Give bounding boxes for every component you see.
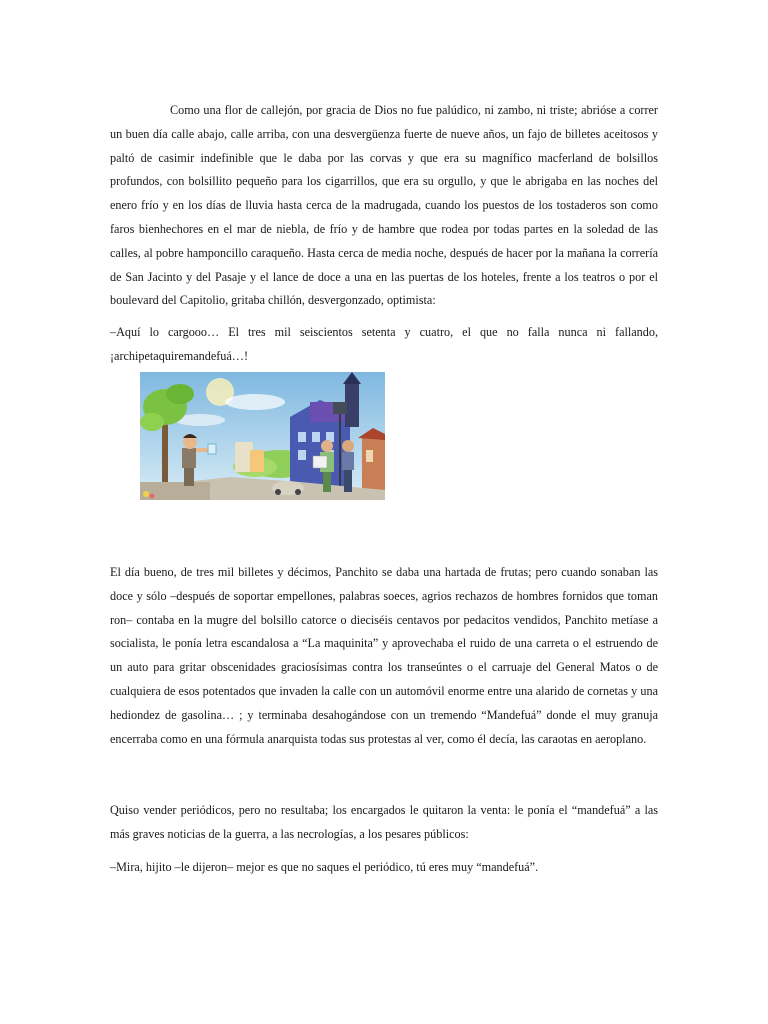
man2-head (342, 440, 354, 452)
window (366, 450, 373, 462)
building (250, 450, 264, 472)
tree-canopy (166, 384, 194, 404)
man2-body (342, 452, 354, 470)
paragraph-4: Quiso vender periódicos, pero no resultaba; los encargados le quitaron la venta: le ponía el “mandefuá” a las más graves noticias de la guerra, a las necrologías, a los pesares públicos: (110, 803, 658, 841)
paragraph-2: –Aquí lo cargooo… El tres mil seiscientos setenta y cuatro, el que no falla nunca ni fallando, ¡archipetaquiremandefuá…! (110, 325, 658, 363)
lamp (333, 402, 347, 414)
paragraph-3: El día bueno, de tres mil billetes y décimos, Panchito se daba una hartada de frutas; pero cuando sonaban las doce y sólo –después de soportar empellones, palabras soeces, agrios rechazos de hombres fornidos que toman ron– contaba en la mugre del bolsillo catorce o dieciséis centavos por pedacitos vendidos, Panchito metíase a socialista, le ponía letra escandalosa a “La maquinita” y aprovechaba el ruido de una carreta o el estruendo de un auto para gritar obscenidades graciosísimas contra los transeúntes o el carruaje del General Matos o de cualquiera de esos potentados que invaden la calle con un automóvil enorme entre una alarido de cornetas y una hediondez de gasolina… ; y terminaba desahogándose con un tremendo “Mandefuá” donde el muy granuja encerraba como en una fórmula anarquista todas sus protestas al ver, como él decía, las caraotas en aeroplano. (110, 565, 658, 746)
cloud (225, 394, 285, 410)
lottery-tickets (208, 444, 216, 454)
lamp-post (339, 412, 341, 492)
car-wheel (275, 489, 281, 495)
newspaper (313, 456, 327, 468)
paragraph-5: –Mira, hijito –le dijeron– mejor es que no saques el periódico, tú eres muy “mandefuá”. (110, 860, 539, 874)
flower (150, 494, 155, 499)
paragraph-1: Como una flor de callejón, por gracia de Dios no fue palúdico, ni zambo, ni triste; abrióse a correr un buen día calle abajo, calle arriba, con una desvergüenza fuerte de nueve años, un fajo de billetes aceitosos y paltó de casimir indefinible que le daba por las corvas y que era su magnífico macferland de bolsillos profundos, con bolsillito pequeño para los cigarrillos, que era su orgullo, y que le abrigaba en las noches del enero frío y en los días de lluvia hasta cerca de la madrugada, cuando los puestos de los tostaderos son como faros bienhechores en el mar de niebla, de frío y de hambre que rodea por todas partes en la soledad de las calles, al pobre hamponcillo caraqueño. Hasta cerca de media noche, después de hacer por la mañana la correría de San Jacinto y del Pasaje y el lance de doce a una en las puertas de los hoteles, frente a los teatros o por el boulevard del Capitolio, gritaba chillón, desvergonzado, optimista: (110, 103, 658, 308)
window (298, 432, 306, 442)
man-legs (323, 470, 331, 492)
street-illustration (140, 372, 385, 500)
window (298, 450, 306, 460)
tree-canopy (140, 413, 164, 431)
boy-coat (182, 448, 196, 468)
man-head (321, 440, 333, 452)
tower (345, 382, 359, 427)
house (362, 437, 385, 492)
man2-legs (344, 468, 352, 492)
street-scene-image (140, 372, 385, 500)
window (312, 432, 320, 442)
car-wheel (295, 489, 301, 495)
flower (143, 491, 149, 497)
